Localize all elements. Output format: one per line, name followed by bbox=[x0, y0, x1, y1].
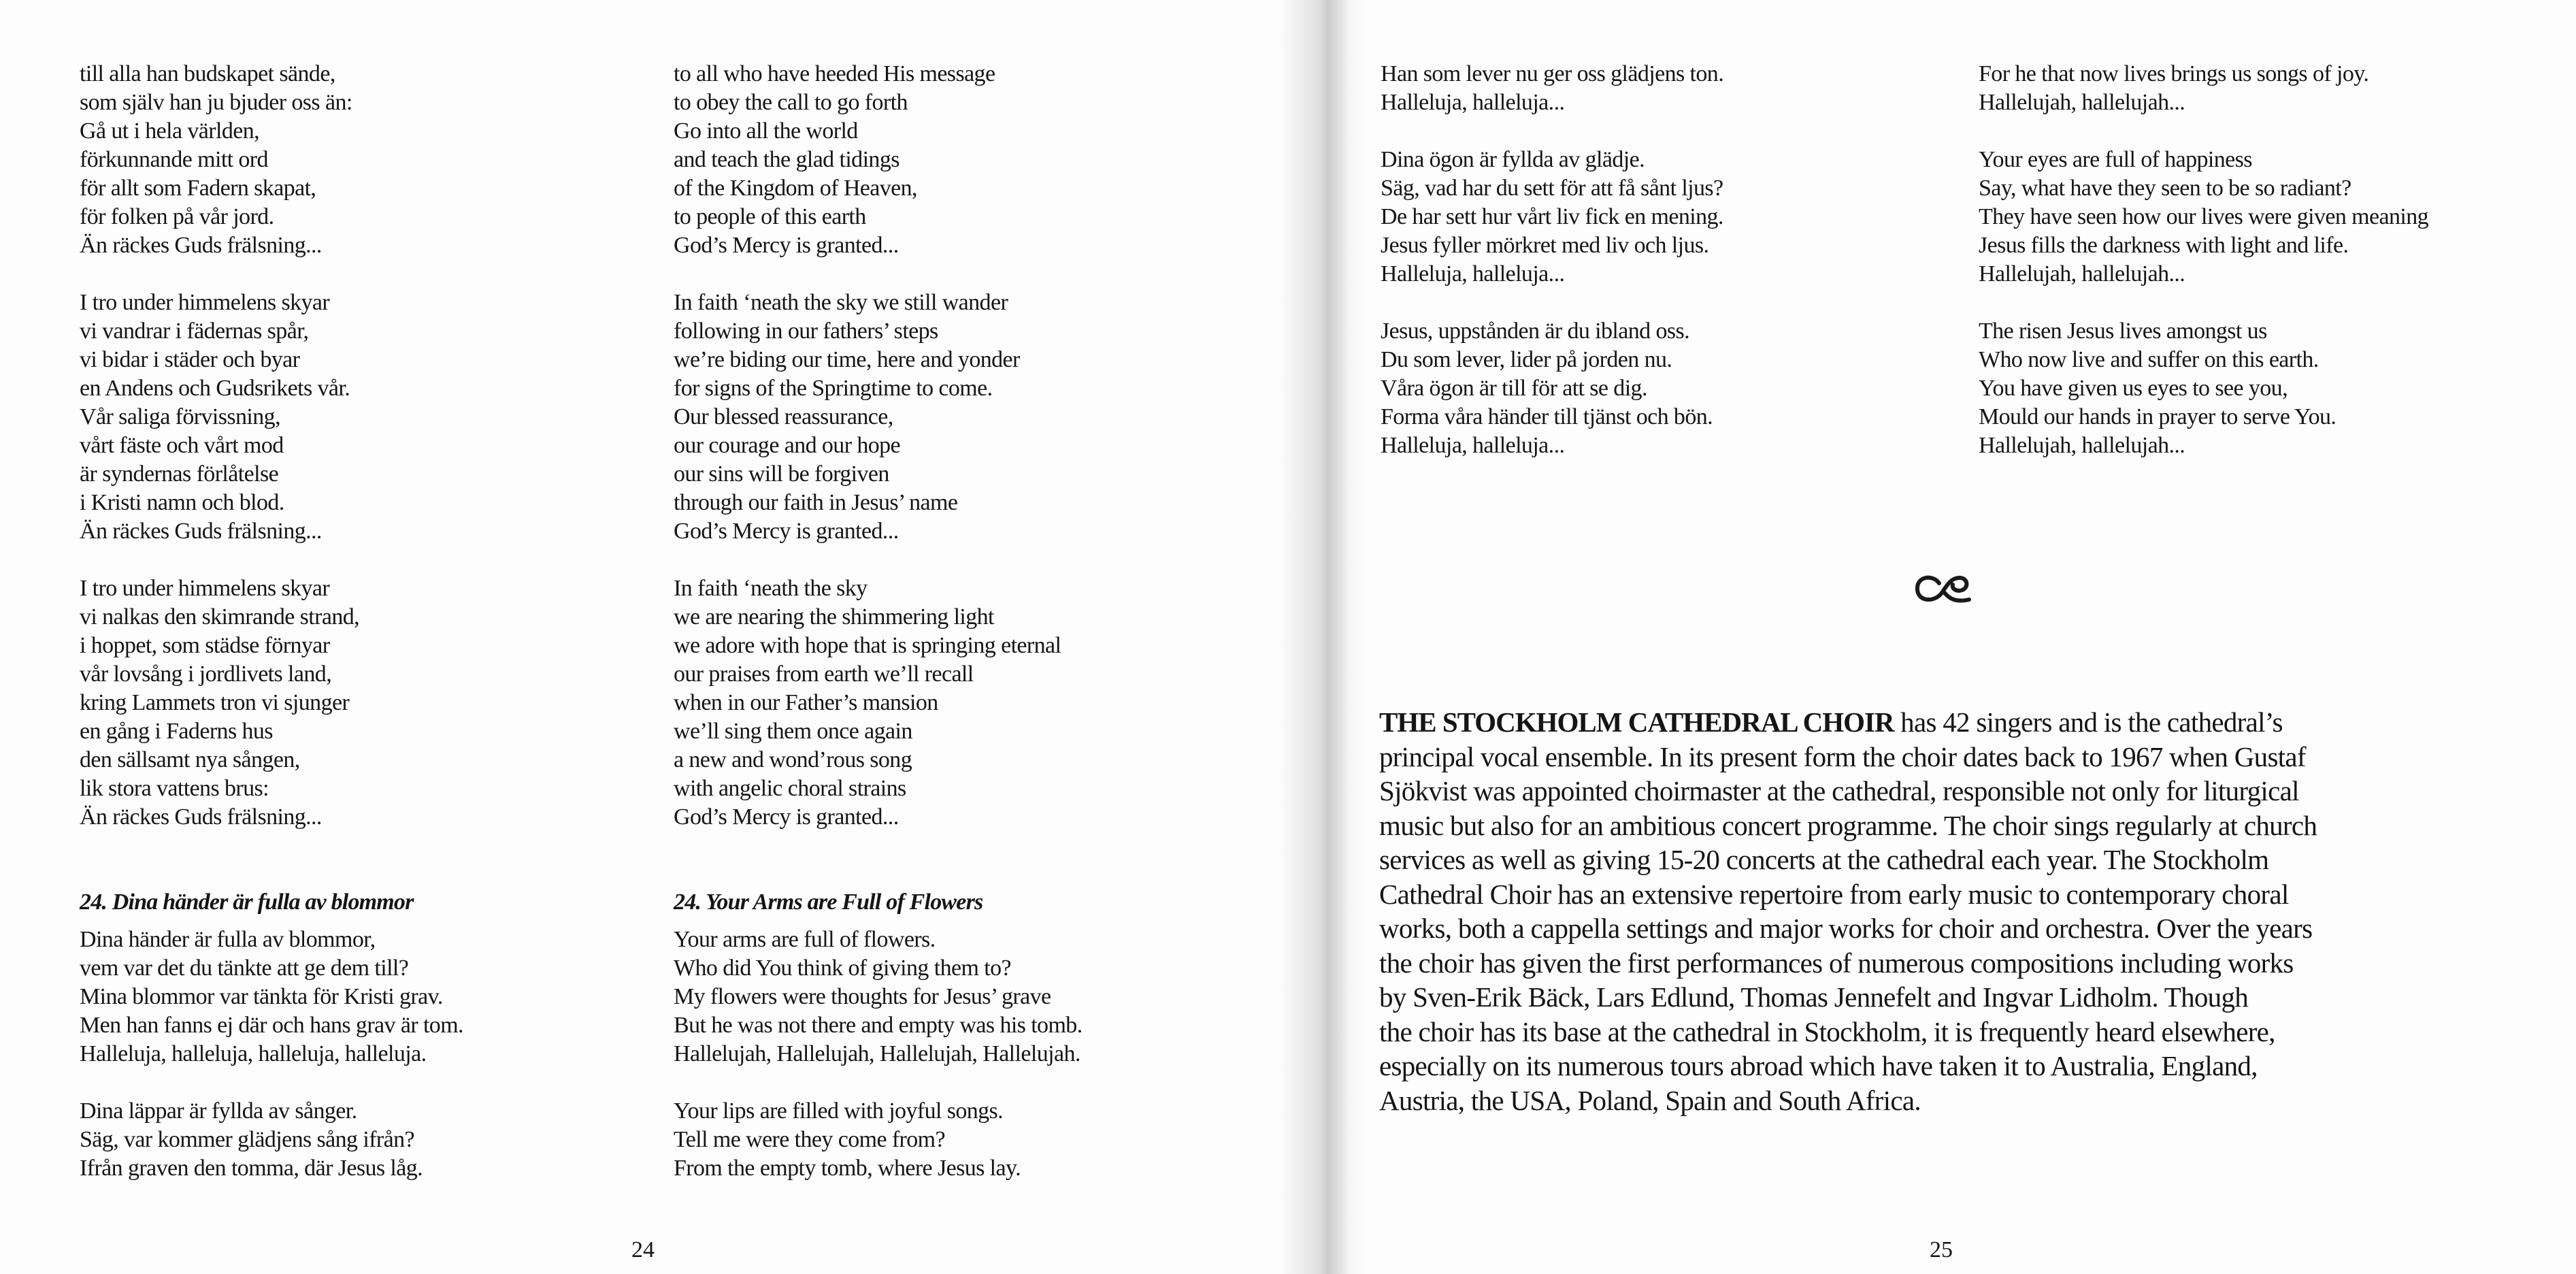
lyric-line: Än räckes Guds frälsning... bbox=[80, 233, 322, 258]
lyric-line: De har sett hur vårt liv fick en mening. bbox=[1381, 204, 1723, 229]
lyric-line: Go into all the world bbox=[674, 118, 858, 144]
lyric-line: Än räckes Guds frälsning... bbox=[80, 519, 322, 544]
bio-first-line bbox=[1379, 705, 2317, 740]
stanza bbox=[674, 1097, 1083, 1183]
stanza bbox=[674, 60, 1061, 260]
lyric-line: Your eyes are full of happiness bbox=[1979, 147, 2252, 172]
lyric-line: through our faith in Jesus’ name bbox=[674, 490, 958, 515]
lyric-line: Halleluja, halleluja, halleluja, halleluja. bbox=[80, 1041, 427, 1066]
lyric-line: är syndernas förlåtelse bbox=[80, 461, 279, 487]
lyric-line: for signs of the Springtime to come. bbox=[674, 376, 993, 401]
bio-line: especially on its numerous tours abroad which have taken it to Australia, England, bbox=[1379, 1050, 2258, 1081]
lyric-line: and teach the glad tidings bbox=[674, 147, 899, 172]
lyric-line: Your lips are filled with joyful songs. bbox=[674, 1098, 1004, 1124]
song-title-swedish: 24. Dina händer är fulla av blommor bbox=[80, 889, 414, 915]
bio-line: Austria, the USA, Poland, Spain and South Africa. bbox=[1379, 1084, 1921, 1116]
stanza bbox=[1979, 317, 2428, 460]
stanza bbox=[674, 289, 1061, 546]
lyric-line: Hallelujah, hallelujah... bbox=[1979, 261, 2185, 287]
lyric-line: Dina händer är fulla av blommor, bbox=[80, 927, 376, 952]
lyric-line: för folken på vår jord. bbox=[80, 204, 274, 229]
page-number-left: 24 bbox=[631, 1237, 655, 1262]
bio-line: music but also for an ambitious concert programme. The choir sings regularly at church bbox=[1379, 809, 2317, 841]
lyric-line: to all who have heeded His message bbox=[674, 61, 995, 86]
english-song-lyrics bbox=[674, 926, 1083, 1183]
lyric-line: Jesus fills the darkness with light and life. bbox=[1979, 233, 2349, 258]
bio-heading: THE STOCKHOLM CATHEDRAL CHOIR bbox=[1379, 706, 1894, 738]
lyric-line: In faith ‘neath the sky we still wander bbox=[674, 290, 1008, 315]
bio-line: works, both a cappella settings and major works for choir and orchestra. Over the years bbox=[1379, 913, 2313, 944]
lyric-line: Our blessed reassurance, bbox=[674, 404, 893, 429]
lyric-line: I tro under himmelens skyar bbox=[80, 290, 330, 315]
lyric-line: Gå ut i hela världen, bbox=[80, 118, 260, 144]
stanza bbox=[674, 926, 1083, 1068]
lyric-line: of the Kingdom of Heaven, bbox=[674, 176, 917, 201]
lyric-line: i hoppet, som städse förnyar bbox=[80, 633, 330, 658]
lyric-line: Mould our hands in prayer to serve You. bbox=[1979, 404, 2336, 429]
lyric-line: vi bidar i städer och byar bbox=[80, 347, 300, 372]
lyric-line: God’s Mercy is granted... bbox=[674, 519, 899, 544]
lyric-line: God’s Mercy is granted... bbox=[674, 804, 899, 830]
lyric-line: Forma våra händer till tjänst och bön. bbox=[1381, 404, 1713, 429]
lyric-line: Men han fanns ej där och hans grav är tom. bbox=[80, 1013, 463, 1038]
lyric-line: Hallelujah, Hallelujah, Hallelujah, Hallelujah. bbox=[674, 1041, 1080, 1066]
stanza bbox=[1979, 146, 2428, 289]
lyric-line: för allt som Fadern skapat, bbox=[80, 176, 316, 201]
lyric-line: to people of this earth bbox=[674, 204, 866, 229]
lyric-line: Halleluja, halleluja... bbox=[1381, 433, 1565, 458]
lyric-line: we’re biding our time, here and yonder bbox=[674, 347, 1020, 372]
lyric-line: I tro under himmelens skyar bbox=[80, 576, 330, 601]
lyric-line: Hallelujah, hallelujah... bbox=[1979, 433, 2185, 458]
bio-line: the choir has given the first performances of numerous compositions including works bbox=[1379, 947, 2294, 979]
lyric-line: Ifrån graven den tomma, där Jesus låg. bbox=[80, 1156, 423, 1181]
lyric-line: Who now live and suffer on this earth. bbox=[1979, 347, 2319, 372]
lyric-line: following in our fathers’ steps bbox=[674, 318, 938, 344]
lyric-line: Dina ögon är fyllda av glädje. bbox=[1381, 147, 1645, 172]
bio-line: principal vocal ensemble. In its present form the choir dates back to 1967 when Gustaf bbox=[1379, 740, 2306, 772]
lyric-line: with angelic choral strains bbox=[674, 776, 906, 801]
lyric-line: lik stora vattens brus: bbox=[80, 776, 269, 801]
stanza bbox=[80, 289, 359, 546]
lyric-line: förkunnande mitt ord bbox=[80, 147, 268, 172]
lyric-line: a new and wond’rous song bbox=[674, 747, 912, 772]
lyric-line: Våra ögon är till för att se dig. bbox=[1381, 376, 1647, 401]
song-title-english: 24. Your Arms are Full of Flowers bbox=[674, 889, 983, 915]
stanza bbox=[80, 60, 359, 260]
lyric-line: Dina läppar är fyllda av sånger. bbox=[80, 1098, 357, 1124]
lyric-line: vårt fäste och vårt mod bbox=[80, 433, 284, 458]
lyric-line: we’ll sing them once again bbox=[674, 719, 912, 744]
lyric-line: den sällsamt nya sången, bbox=[80, 747, 300, 772]
swedish-song-lyrics bbox=[80, 926, 463, 1183]
stanza bbox=[1381, 146, 1723, 289]
lyric-line: Han som lever nu ger oss glädjens ton. bbox=[1381, 61, 1724, 86]
lyric-line: vi vandrar i fädernas spår, bbox=[80, 318, 309, 344]
lyric-line: The risen Jesus lives amongst us bbox=[1979, 318, 2267, 344]
lyric-line: Say, what have they seen to be so radiant? bbox=[1979, 176, 2351, 201]
stanza bbox=[80, 1097, 463, 1183]
lyric-line: we are nearing the shimmering light bbox=[674, 604, 994, 630]
book-gutter-shadow bbox=[1279, 0, 1368, 1274]
bio-line: Sjökvist was appointed choirmaster at the cathedral, responsible not only for liturgical bbox=[1379, 775, 2299, 806]
bio-body bbox=[1379, 740, 2317, 1118]
lyric-line: en Andens och Gudsrikets vår. bbox=[80, 376, 350, 401]
stanza bbox=[80, 926, 463, 1068]
lyric-line: our praises from earth we’ll recall bbox=[674, 662, 974, 687]
lyric-line: vår lovsång i jordlivets land, bbox=[80, 662, 332, 687]
lyric-line: Halleluja, halleluja... bbox=[1381, 261, 1565, 287]
bio-line: by Sven-Erik Bäck, Lars Edlund, Thomas Jennefelt and Ingvar Lidholm. Though bbox=[1379, 981, 2249, 1013]
end-of-section-ornament-icon bbox=[1912, 568, 1973, 609]
lyric-line: In faith ‘neath the sky bbox=[674, 576, 868, 601]
lyric-line: God’s Mercy is granted... bbox=[674, 233, 899, 258]
lyric-line: Du som lever, lider på jorden nu. bbox=[1381, 347, 1672, 372]
lyric-line: som själv han ju bjuder oss än: bbox=[80, 90, 352, 115]
stanza bbox=[1979, 60, 2428, 117]
stanza bbox=[1381, 60, 1723, 117]
english-hymn-lyrics bbox=[674, 60, 1061, 832]
bio-first-line-text: has 42 singers and is the cathedral’s bbox=[1894, 706, 2283, 738]
lyric-line: Mina blommor var tänkta för Kristi grav. bbox=[80, 984, 443, 1009]
lyric-line: Halleluja, halleluja... bbox=[1381, 90, 1565, 115]
lyric-line: From the empty tomb, where Jesus lay. bbox=[674, 1156, 1021, 1181]
lyric-line: Säg, vad har du sett för att få sånt ljus? bbox=[1381, 176, 1723, 201]
lyric-line: They have seen how our lives were given meaning bbox=[1979, 204, 2429, 229]
lyric-line: Säg, var kommer glädjens sång ifrån? bbox=[80, 1127, 415, 1152]
lyric-line: My flowers were thoughts for Jesus’ grave bbox=[674, 984, 1051, 1009]
lyric-line: en gång i Faderns hus bbox=[80, 719, 273, 744]
lyric-line: Jesus fyller mörkret med liv och ljus. bbox=[1381, 233, 1709, 258]
bio-line: services as well as giving 15-20 concerts at the cathedral each year. The Stockholm bbox=[1379, 844, 2269, 875]
lyric-line: when in our Father’s mansion bbox=[674, 690, 938, 715]
lyric-line: i Kristi namn och blod. bbox=[80, 490, 284, 515]
bio-line: Cathedral Choir has an extensive repertoire from early music to contemporary choral bbox=[1379, 878, 2289, 910]
stanza bbox=[80, 574, 359, 832]
lyric-line: Än räckes Guds frälsning... bbox=[80, 804, 322, 830]
english-song-lyrics-continued bbox=[1979, 60, 2428, 460]
stanza bbox=[674, 574, 1061, 832]
swedish-hymn-lyrics bbox=[80, 60, 359, 832]
lyric-line: our sins will be forgiven bbox=[674, 461, 889, 487]
swedish-song-lyrics-continued bbox=[1381, 60, 1723, 460]
lyric-line: But he was not there and empty was his tomb. bbox=[674, 1013, 1083, 1038]
lyric-line: vi nalkas den skimrande strand, bbox=[80, 604, 360, 630]
lyric-line: Hallelujah, hallelujah... bbox=[1979, 90, 2185, 115]
lyric-line: Vår saliga förvissning, bbox=[80, 404, 280, 429]
lyric-line: Tell me were they come from? bbox=[674, 1127, 946, 1152]
lyric-line: kring Lammets tron vi sjunger bbox=[80, 690, 350, 715]
lyric-line: vem var det du tänkte att ge dem till? bbox=[80, 956, 409, 981]
lyric-line: Your arms are full of flowers. bbox=[674, 927, 936, 952]
lyric-line: You have given us eyes to see you, bbox=[1979, 376, 2288, 401]
lyric-line: Jesus, uppstånden är du ibland oss. bbox=[1381, 318, 1690, 344]
bio-line: the choir has its base at the cathedral in Stockholm, it is frequently heard elsewhere, bbox=[1379, 1015, 2275, 1047]
lyric-line: Who did You think of giving them to? bbox=[674, 956, 1011, 981]
lyric-line: till alla han budskapet sände, bbox=[80, 61, 335, 86]
lyric-line: we adore with hope that is springing eternal bbox=[674, 633, 1061, 658]
page-number-right: 25 bbox=[1930, 1237, 1953, 1262]
lyric-line: For he that now lives brings us songs of joy. bbox=[1979, 61, 2369, 86]
lyric-line: to obey the call to go forth bbox=[674, 90, 908, 115]
choir-biography bbox=[1379, 705, 2317, 1117]
lyric-line: our courage and our hope bbox=[674, 433, 901, 458]
stanza bbox=[1381, 317, 1723, 460]
